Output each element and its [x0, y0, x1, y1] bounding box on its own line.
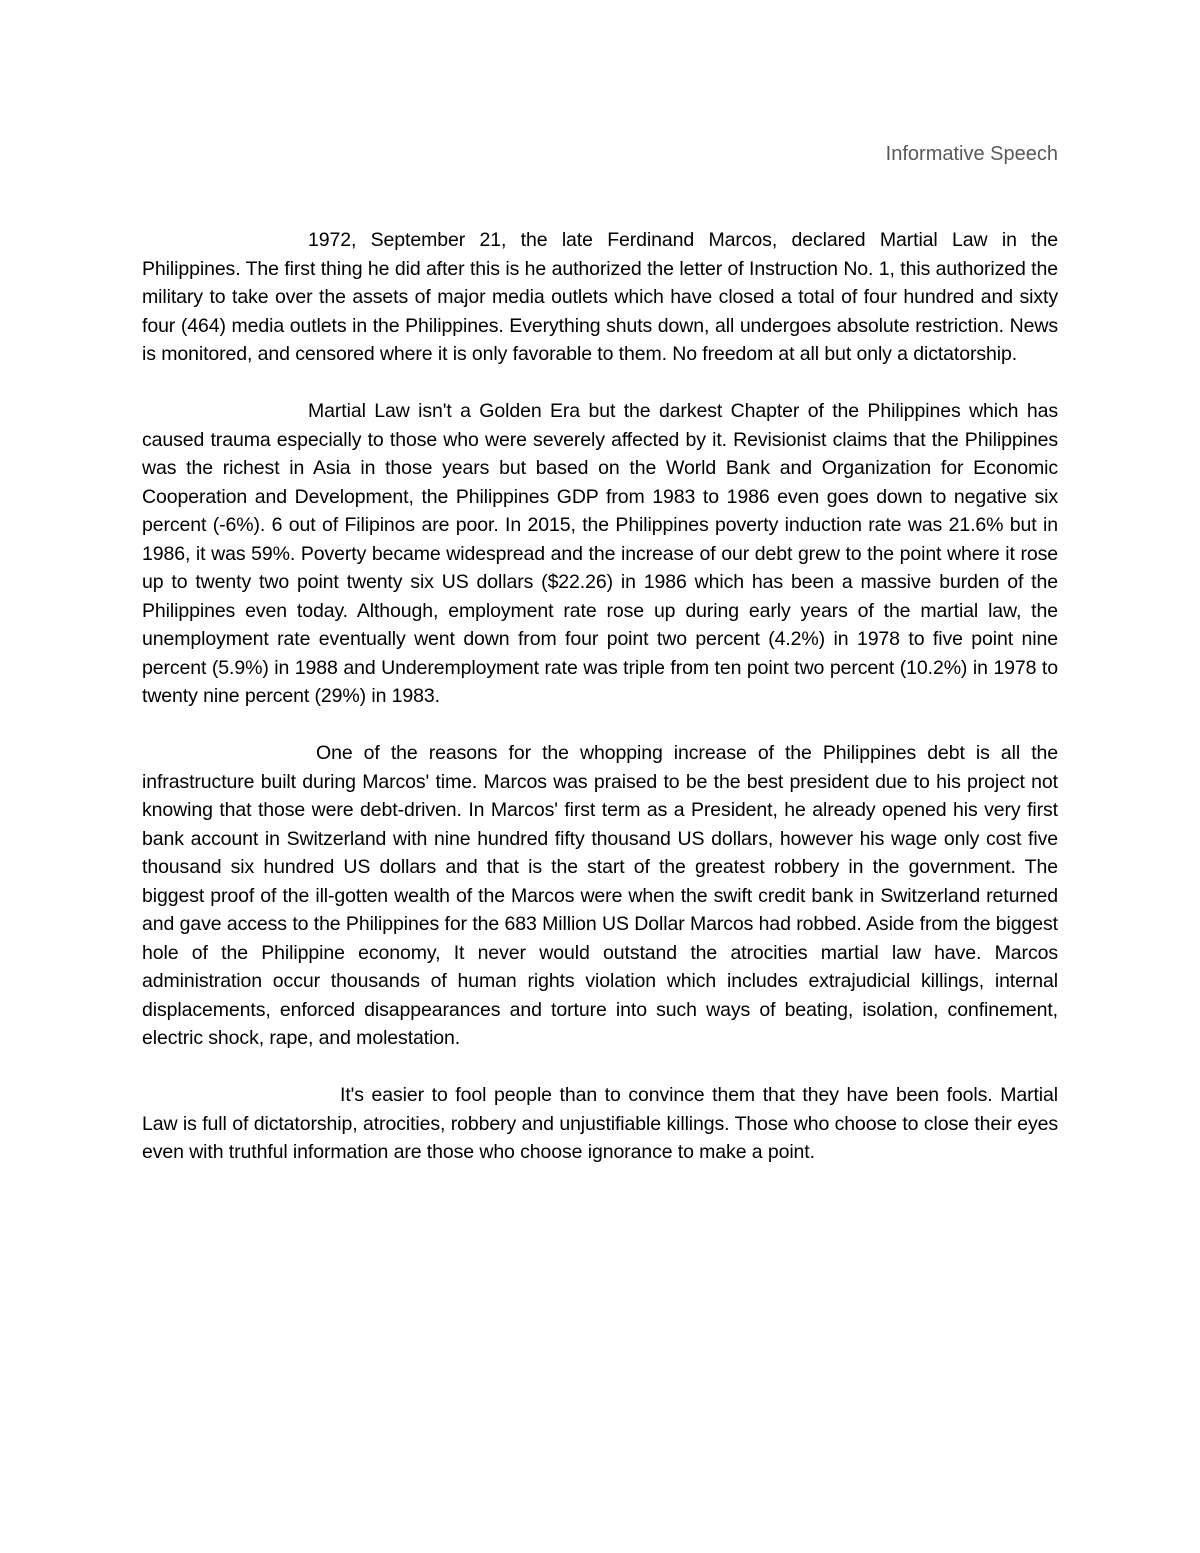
paragraph-3: One of the reasons for the whopping increase of the Philippines debt is all the infrastructure built during Marcos' time. Marcos was praised to be the best president due to his project not knowing that those were debt-driven. In Marcos' first term as a President, he already opened his very first bank account in Switzerland with nine hundred fifty thousand US dollars, however his wage only cost five thousand six hundred US dollars and that is the start of the greatest robbery in the government. The biggest proof of the ill-gotten wealth of the Marcos were when the swift credit bank in Switzerland returned and gave access to the Philippines for the 683 Million US Dollar Marcos had robbed. Aside from the biggest hole of the Philippine economy, It never would outstand the atrocities martial law have. Marcos administration occur thousands of human rights violation which includes extrajudicial killings, internal displacements, enforced disappearances and torture into such ways of beating, isolation, confinement, electric shock, rape, and molestation. — [142, 742, 1058, 1049]
paragraph-2: Martial Law isn't a Golden Era but the darkest Chapter of the Philippines which has caused trauma especially to those who were severely affected by it. Revisionist claims that the Philippines was the richest in Asia in those years but based on the World Bank and Organization for Economic Cooperation and Development, the Philippines GDP from 1983 to 1986 even goes down to negative six percent (-6%). 6 out of Filipinos are poor. In 2015, the Philippines poverty induction rate was 21.6% but in 1986, it was 59%. Poverty became widespread and the increase of our debt grew to the point where it rose up to twenty two point twenty six US dollars ($22.26) in 1986 which has been a massive burden of the Philippines even today. Although, employment rate rose up during early years of the martial law, the unemployment rate eventually went down from four point two percent (4.2%) in 1978 to five point nine percent (5.9%) in 1988 and Underemployment rate was triple from ten point two percent (10.2%) in 1978 to twenty nine percent (29%) in 1983. — [142, 400, 1058, 707]
document-body — [142, 226, 1058, 1195]
paragraph-1: 1972, September 21, the late Ferdinand Marcos, declared Martial Law in the Philippines. The first thing he did after this is he authorized the letter of Instruction No. 1, this authorized the military to take over the assets of major media outlets which have closed a total of four hundred and sixty four (464) media outlets in the Philippines. Everything shuts down, all undergoes absolute restriction. News is monitored, and censored where it is only favorable to them. No freedom at all but only a dictatorship. — [142, 229, 1058, 365]
document-header: Informative Speech — [885, 143, 1058, 165]
paragraph-4: It's easier to fool people than to convince them that they have been fools. Martial Law is full of dictatorship, atrocities, robbery and unjustifiable killings. Those who choose to close their eyes even with truthful information are those who choose ignorance to make a point. — [142, 1084, 1058, 1163]
